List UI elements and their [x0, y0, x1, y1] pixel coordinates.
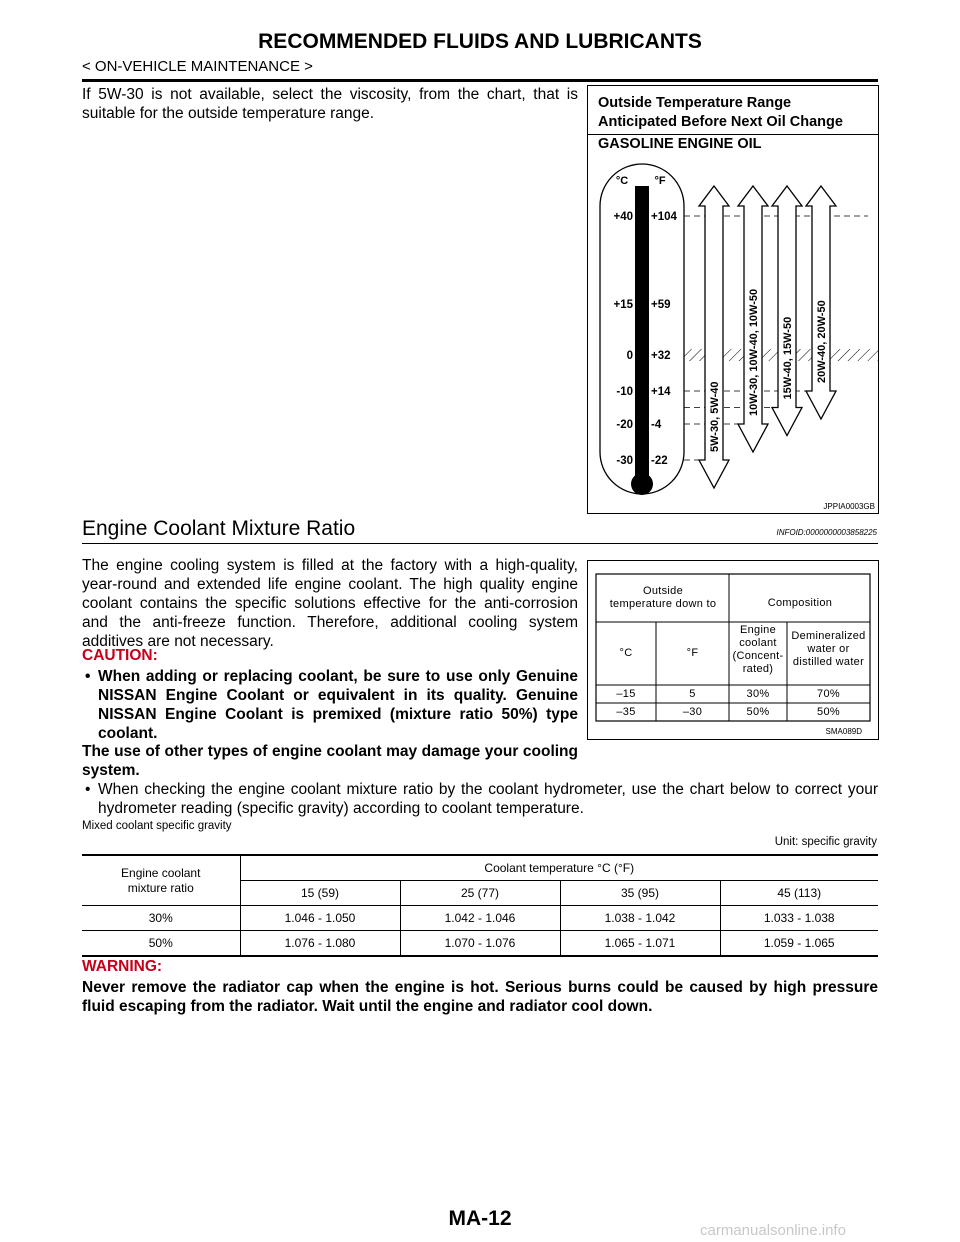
composition-cell	[729, 688, 787, 701]
celsius-tick-label: 0	[626, 350, 633, 362]
grade-label: 15W-40, 15W-50	[782, 316, 794, 400]
bullet-icon: •	[85, 781, 91, 798]
composition-cell	[656, 706, 729, 719]
caution-bullet	[82, 667, 578, 743]
composition-col-engine-line: rated)	[742, 663, 774, 675]
sg-temp-header: 25 (77)	[400, 881, 560, 906]
grade-label: 10W-30, 10W-40, 10W-50	[748, 288, 760, 416]
table-caption: Mixed coolant specific gravity	[82, 820, 232, 832]
breadcrumb: < ON-VEHICLE MAINTENANCE >	[82, 58, 313, 75]
sg-value-cell: 1.065 - 1.071	[560, 931, 720, 957]
composition-col-engine-line: Engine	[739, 624, 777, 636]
composition-cell-line: –15	[616, 688, 636, 700]
composition-col-c-line: °C	[619, 647, 633, 659]
composition-figure-code: SMA089D	[825, 727, 862, 736]
sg-value-cell: 1.076 - 1.080	[240, 931, 400, 957]
unit-fahrenheit: °F	[654, 175, 666, 187]
composition-col-water-line: Demineralized	[791, 630, 866, 642]
sg-row-header	[82, 855, 240, 906]
hydrometer-bullet-text: When checking the engine coolant mixture ratio by the coolant hydrometer, use the chart below to correct your hydrometer reading (specific gravity) according to coolant temperature.	[98, 781, 878, 817]
celsius-tick-label: -20	[616, 419, 633, 431]
composition-col-c	[596, 647, 656, 660]
composition-header-composition	[730, 597, 870, 610]
composition-cell-line: 50%	[817, 706, 840, 718]
composition-cell-line: 5	[689, 688, 696, 700]
fahrenheit-tick-label: +104	[651, 211, 677, 223]
page-number: MA-12	[448, 1207, 512, 1230]
sg-value-cell: 1.038 - 1.042	[560, 906, 720, 931]
oil-chart-heading-line2: Anticipated Before Next Oil Change	[598, 114, 843, 130]
hydrometer-bullet	[82, 780, 878, 818]
fahrenheit-tick-label: +14	[651, 386, 671, 398]
composition-cell-line: 50%	[746, 706, 770, 718]
composition-header-outside	[598, 585, 728, 611]
composition-col-engine	[729, 624, 787, 676]
sg-value-cell: 1.046 - 1.050	[240, 906, 400, 931]
table-row	[82, 931, 878, 957]
sg-temp-header: 15 (59)	[240, 881, 400, 906]
composition-cell	[787, 688, 870, 701]
sg-value-cell: 1.033 - 1.038	[720, 906, 878, 931]
composition-cell-line: 30%	[746, 688, 770, 700]
sg-group-header: Coolant temperature °C (°F)	[240, 855, 878, 881]
fahrenheit-tick-label: +32	[651, 350, 671, 362]
composition-cell	[596, 706, 656, 719]
composition-cell-line: –35	[616, 706, 636, 718]
caution-bullet-text: When adding or replacing coolant, be sure to use only Genuine NISSAN Engine Coolant or equivalent in its quality. Genuine NISSAN Engine Coolant is premixed (mixture ratio 50%) type coolant.	[98, 668, 578, 742]
caution-label: CAUTION:	[82, 647, 158, 664]
header-rule	[82, 79, 878, 82]
composition-cell	[729, 706, 787, 719]
intro-paragraph: If 5W-30 is not available, select the viscosity, from the chart, that is suitable for the outside temperature range.	[82, 86, 578, 122]
fahrenheit-tick-label: +59	[651, 299, 671, 311]
celsius-tick-label: -10	[616, 386, 633, 398]
table-row	[82, 906, 878, 931]
celsius-tick-label: +40	[613, 211, 633, 223]
fahrenheit-tick-label: -4	[651, 419, 662, 431]
composition-cell	[787, 706, 870, 719]
composition-col-f	[656, 647, 729, 660]
oil-chart-heading-line1: Outside Temperature Range	[598, 95, 792, 111]
celsius-tick-label: -30	[616, 455, 633, 467]
thermometer-column	[635, 186, 649, 486]
sg-row-header-text: Engine coolant mixture ratio	[121, 865, 201, 895]
coolant-composition-figure	[587, 560, 879, 740]
section-title: Engine Coolant Mixture Ratio	[82, 517, 356, 540]
watermark: carmanualsonline.info	[700, 1222, 846, 1239]
composition-cell-line: –30	[682, 706, 703, 718]
composition-cell	[596, 688, 656, 701]
composition-col-f-line: °F	[686, 647, 699, 659]
composition-col-water	[787, 630, 870, 669]
composition-col-engine-line: coolant	[739, 637, 777, 649]
oil-chart-svg	[588, 86, 878, 513]
unit-celsius: °C	[615, 175, 629, 187]
celsius-tick-label: +15	[613, 299, 633, 311]
info-id: INFOID:0000000003858225	[776, 528, 877, 537]
composition-col-water-line: water or	[807, 643, 850, 655]
fahrenheit-tick-label: -22	[651, 455, 668, 467]
oil-chart-figure-code: JPPIA0003GB	[823, 502, 875, 511]
page-title: RECOMMENDED FLUIDS AND LUBRICANTS	[258, 30, 702, 53]
grade-label: 5W-30, 5W-40	[709, 381, 721, 452]
oil-viscosity-chart	[587, 85, 879, 514]
table-unit: Unit: specific gravity	[774, 836, 877, 848]
caution-text: The use of other types of engine coolant may damage your cooling system.	[82, 743, 578, 779]
thermometer-bulb	[631, 473, 653, 495]
oil-chart-subheading: GASOLINE ENGINE OIL	[598, 136, 762, 152]
composition-header-composition-line: Composition	[767, 597, 833, 609]
section-rule	[82, 543, 878, 544]
composition-col-water-line: distilled water	[792, 656, 865, 668]
coolant-paragraph: The engine cooling system is filled at the factory with a high-quality, year-round and extended life engine coolant. The high quality engine coolant contains the specific solutions effective for the anti-corrosion and the anti-freeze function. Therefore, additional cooling system additives are not necessary.	[82, 557, 578, 650]
warning-label: WARNING:	[82, 958, 163, 975]
grade-label: 20W-40, 20W-50	[816, 300, 828, 383]
warning-text: Never remove the radiator cap when the engine is hot. Serious burns could be caused by high pressure fluid escaping from the radiator. Wait until the engine and radiator cool down.	[82, 979, 878, 1015]
specific-gravity-table	[82, 854, 878, 957]
sg-value-cell: 1.070 - 1.076	[400, 931, 560, 957]
sg-ratio-cell: 50%	[82, 931, 240, 957]
composition-cell-line: 70%	[817, 688, 840, 700]
sg-temp-header: 35 (95)	[560, 881, 720, 906]
sg-value-cell: 1.059 - 1.065	[720, 931, 878, 957]
composition-cell	[656, 688, 729, 701]
sg-temp-header: 45 (113)	[720, 881, 878, 906]
sg-value-cell: 1.042 - 1.046	[400, 906, 560, 931]
composition-col-engine-line: (Concent-	[732, 650, 784, 662]
composition-header-outside-line: Outside	[642, 585, 683, 597]
sg-ratio-cell: 30%	[82, 906, 240, 931]
composition-header-outside-line: temperature down to	[609, 598, 717, 610]
bullet-icon: •	[85, 668, 91, 685]
